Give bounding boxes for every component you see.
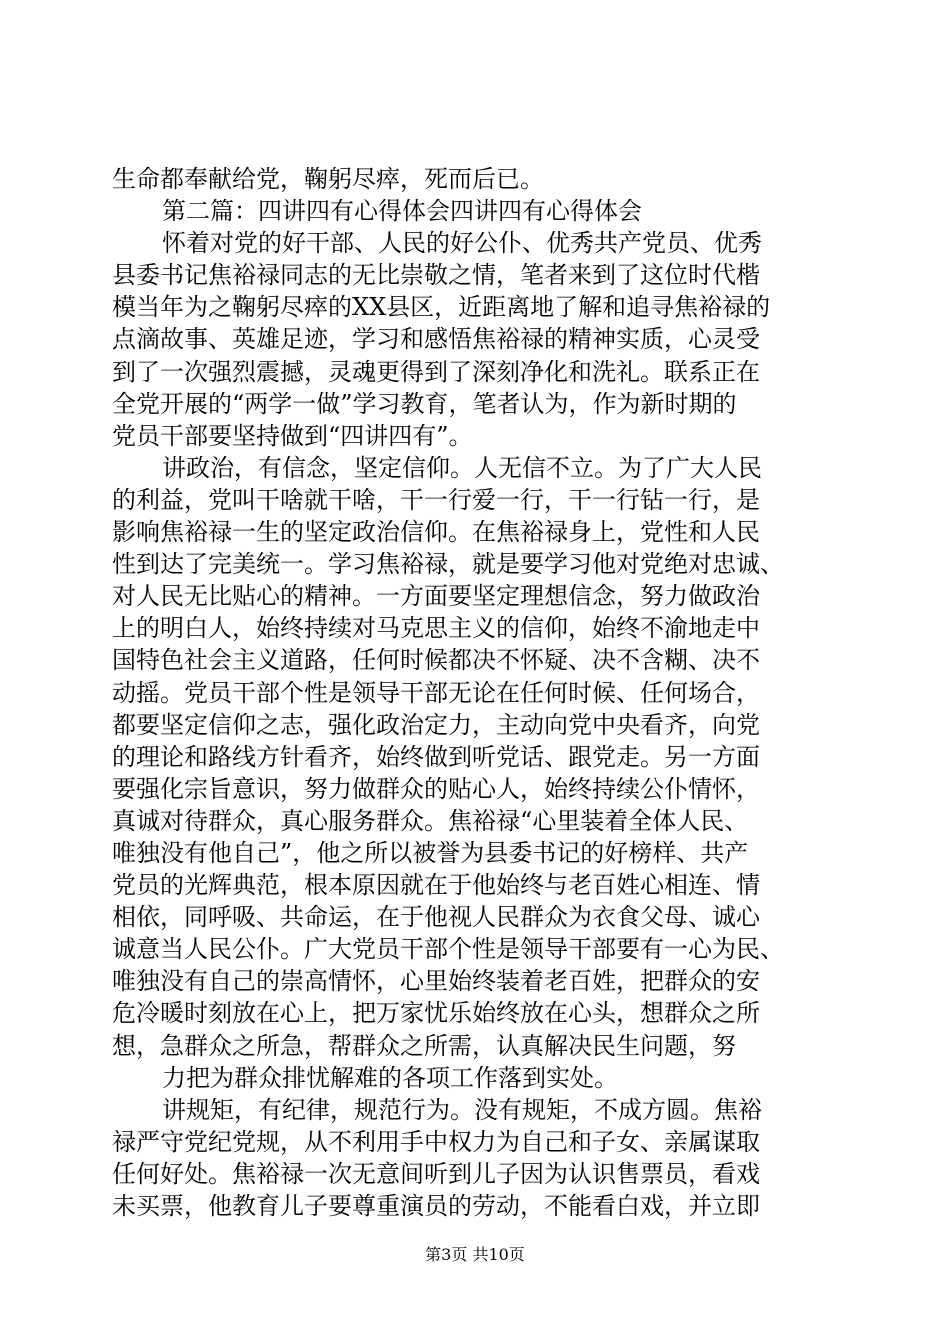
text-line: 怀着对党的好干部、人民的好公仆、优秀共产党员、优秀 [162,229,762,258]
text-line: 模当年为之鞠躬尽瘁的XX县区，近距离地了解和追寻焦裕禄的 [112,293,771,322]
text-line: 性到达了完美统一。学习焦裕禄，就是要学习他对党绝对忠诚、 [112,550,784,579]
text-line: 诚意当人民公仆。广大党员干部个性是领导干部要有一心为民、 [112,935,784,964]
text-line: 相依，同呼吸、共命运，在于他视人民群众为衣食父母、诚心 [112,903,760,932]
text-line: 对人民无比贴心的精神。一方面要坚定理想信念，努力做政治 [112,582,760,611]
text-line: 未买票，他教育儿子要尊重演员的劳动，不能看白戏，并立即 [112,1192,760,1220]
text-line: 真诚对待群众，真心服务群众。焦裕禄“心里装着全体人民、 [112,806,749,835]
text-line: 的理论和路线方针看齐，始终做到听党话、跟党走。另一方面 [112,742,760,771]
text-line: 任何好处。焦裕禄一次无意间听到儿子因为认识售票员，看戏 [112,1159,760,1188]
text-line: 讲规矩，有纪律，规范行为。没有规矩，不成方圆。焦裕 [162,1095,762,1124]
text-line: 到了一次强烈震撼，灵魂更得到了深刻净化和洗礼。联系正在 [112,357,760,386]
text-line: 要强化宗旨意识，努力做群众的贴心人，始终持续公仆情怀， [112,774,760,803]
text-line: 国特色社会主义道路，任何时候都决不怀疑、决不含糊、决不 [112,646,760,675]
text-line: 危冷暖时刻放在心上，把万家忧乐始终放在心头，想群众之所 [112,999,760,1028]
text-line: 唯独没有自己的崇高情怀，心里始终装着老百姓，把群众的安 [112,967,760,996]
text-line: 唯独没有他自己”，他之所以被誉为县委书记的好榜样、共产 [112,838,749,867]
text-line: 县委书记焦裕禄同志的无比崇敬之情，笔者来到了这位时代楷 [112,261,760,290]
text-line: 党员干部要坚持做到“四讲四有”。 [112,421,473,450]
text-line: 的利益，党叫干啥就干啥，干一行爱一行，干一行钻一行，是 [112,485,760,514]
text-line: 生命都奉献给党，鞠躬尽瘁，死而后已。 [112,165,544,193]
text-line: 讲政治，有信念，坚定信仰。人无信不立。为了广大人民 [162,453,762,482]
text-line: 影响焦裕禄一生的坚定政治信仰。在焦裕禄身上，党性和人民 [112,518,760,547]
text-line: 第二篇：四讲四有心得体会四讲四有心得体会 [162,197,642,226]
text-line: 点滴故事、英雄足迹，学习和感悟焦裕禄的精神实质，心灵受 [112,325,760,354]
text-line: 想，急群众之所急，帮群众之所需，认真解决民生问题，努 [112,1031,736,1060]
text-line: 禄严守党纪党规，从不利用手中权力为自己和子女、亲属谋取 [112,1127,760,1156]
text-line: 上的明白人，始终持续对马克思主义的信仰，始终不渝地走中 [112,614,760,643]
text-line: 党员的光辉典范，根本原因就在于他始终与老百姓心相连、情 [112,871,760,900]
page-number: 第3页 共10页 [425,1245,525,1264]
text-line: 力把为群众排忧解难的各项工作落到实处。 [162,1063,618,1092]
page-footer [0,1242,950,1265]
text-line: 全党开展的“两学一做”学习教育，笔者认为，作为新时期的 [112,389,737,418]
text-line: 都要坚定信仰之志，强化政治定力，主动向党中央看齐，向党 [112,710,760,739]
text-line: 动摇。党员干部个性是领导干部无论在任何时候、任何场合， [112,678,760,707]
document-body [112,163,842,1222]
